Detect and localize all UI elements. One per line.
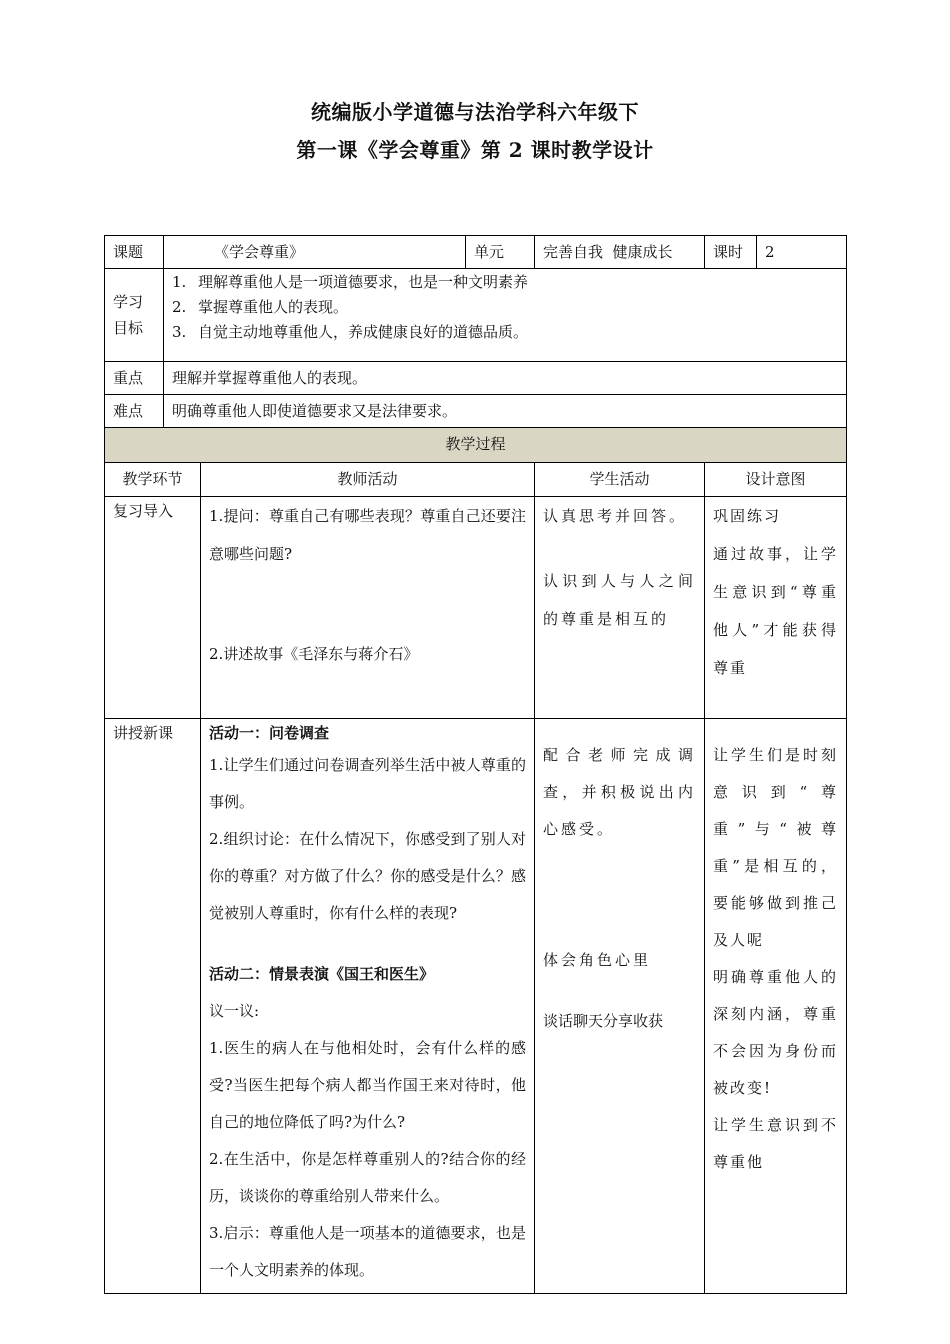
period-value: 2 — [757, 236, 847, 269]
goals-list — [164, 269, 847, 362]
review-teacher-story: 2.讲述故事《毛泽东与蒋介石》 — [209, 645, 419, 663]
lecture-teacher-cell — [201, 719, 535, 1294]
review-intent-practice: 巩固练习 — [713, 507, 782, 525]
document-title: 统编版小学道德与法治学科六年级下 — [311, 100, 639, 124]
lecture-stage: 讲授新课 — [105, 719, 201, 1294]
goal-number: 1. — [172, 273, 187, 291]
review-student-answer: 认真思考并回答。 — [543, 507, 688, 525]
goal-item — [172, 320, 838, 345]
col-student-header: 学生活动 — [535, 463, 705, 497]
activity1-title: 活动一：问卷调查 — [209, 724, 330, 742]
review-intent-cell — [705, 497, 847, 719]
lecture-student-survey: 配合老师完成调查，并积极说出内心感受。 — [543, 746, 697, 838]
review-intent-story: 通过故事，让学生意识到“尊重他人”才能获得尊重 — [713, 545, 839, 677]
goals-label-line2: 目标 — [113, 319, 144, 337]
spacer — [209, 932, 526, 956]
key-point-value: 理解并掌握尊重他人的表现。 — [164, 362, 847, 395]
activity2-insight: 3.启示：尊重他人是一项基本的道德要求，也是一个人文明素养的体现。 — [209, 1224, 527, 1279]
key-point-label: 重点 — [105, 362, 164, 395]
difficult-point-row — [105, 395, 847, 428]
goals-row — [105, 269, 847, 362]
activity1-discussion: 2.组织讨论：在什么情况下，你感受到了别人对你的尊重？对方做了什么？你的感受是什么？感觉被别人尊重时，你有什么样的表现? — [209, 830, 527, 922]
review-teacher-cell — [201, 497, 535, 719]
activity2-question2: 2.在生活中，你是怎样尊重别人的?结合你的经历，谈谈你的尊重给别人带来什么。 — [209, 1150, 527, 1205]
goal-text: 理解尊重他人是一项道德要求，也是一种文明素养 — [198, 273, 529, 291]
goal-text: 掌握尊重他人的表现。 — [198, 298, 349, 316]
lecture-intent-mutual: 让学生们是时刻意识到“尊重”与“被尊重”是相互的，要能够做到推己及人呢 — [713, 746, 839, 949]
discuss-label: 议一议: — [209, 1002, 260, 1020]
lecture-student-share: 谈话聊天分享收获 — [543, 1012, 664, 1030]
activity1-survey: 1.让学生们通过问卷调查列举生活中被人尊重的事例。 — [209, 756, 527, 811]
col-stage-header: 教学环节 — [105, 463, 201, 497]
difficult-point-value: 明确尊重他人即使道德要求又是法律要求。 — [164, 395, 847, 428]
topic-row — [105, 236, 847, 269]
review-teacher-question: 1.提问：尊重自己有哪些表现？尊重自己还要注意哪些问题? — [209, 507, 527, 563]
lecture-intent-disrespect: 让学生意识到不尊重他 — [713, 1116, 839, 1171]
review-row — [105, 497, 847, 719]
lesson-plan-table — [104, 235, 847, 1294]
lecture-intent-cell — [705, 719, 847, 1294]
goal-number: 3. — [172, 323, 187, 341]
topic-value: 《学会尊重》 — [164, 236, 466, 269]
col-intent-header: 设计意图 — [705, 463, 847, 497]
goal-item — [172, 270, 838, 295]
goals-label — [105, 269, 164, 362]
unit-value: 完善自我 健康成长 — [535, 236, 705, 269]
goal-item — [172, 295, 838, 320]
period-label: 课时 — [705, 236, 757, 269]
review-student-cell — [535, 497, 705, 719]
column-header-row — [105, 463, 847, 497]
process-header-row — [105, 428, 847, 463]
goal-text: 自觉主动地尊重他人，养成健康良好的道德品质。 — [198, 323, 529, 341]
topic-label: 课题 — [105, 236, 164, 269]
lecture-intent-meaning: 明确尊重他人的深刻内涵，尊重不会因为身份而被改变! — [713, 968, 839, 1097]
col-teacher-header: 教师活动 — [201, 463, 535, 497]
lecture-student-cell — [535, 719, 705, 1294]
document-subtitle: 第一课《学会尊重》第 2 课时教学设计 — [296, 138, 654, 162]
activity2-title: 活动二：情景表演《国王和医生》 — [209, 965, 435, 983]
goals-label-line1: 学习 — [113, 293, 144, 311]
review-student-insight: 认识到人与人之间的尊重是相互的 — [543, 572, 697, 628]
review-stage: 复习导入 — [105, 497, 201, 719]
lecture-student-role: 体会角色心里 — [543, 951, 652, 969]
activity2-question1: 1.医生的病人在与他相处时，会有什么样的感受?当医生把每个病人都当作国王来对待时，他自己的地位降低了吗?为什么? — [209, 1039, 527, 1131]
key-point-row — [105, 362, 847, 395]
process-header: 教学过程 — [105, 428, 847, 463]
unit-label: 单元 — [466, 236, 535, 269]
difficult-point-label: 难点 — [105, 395, 164, 428]
goal-number: 2. — [172, 298, 187, 316]
lecture-row — [105, 719, 847, 1294]
